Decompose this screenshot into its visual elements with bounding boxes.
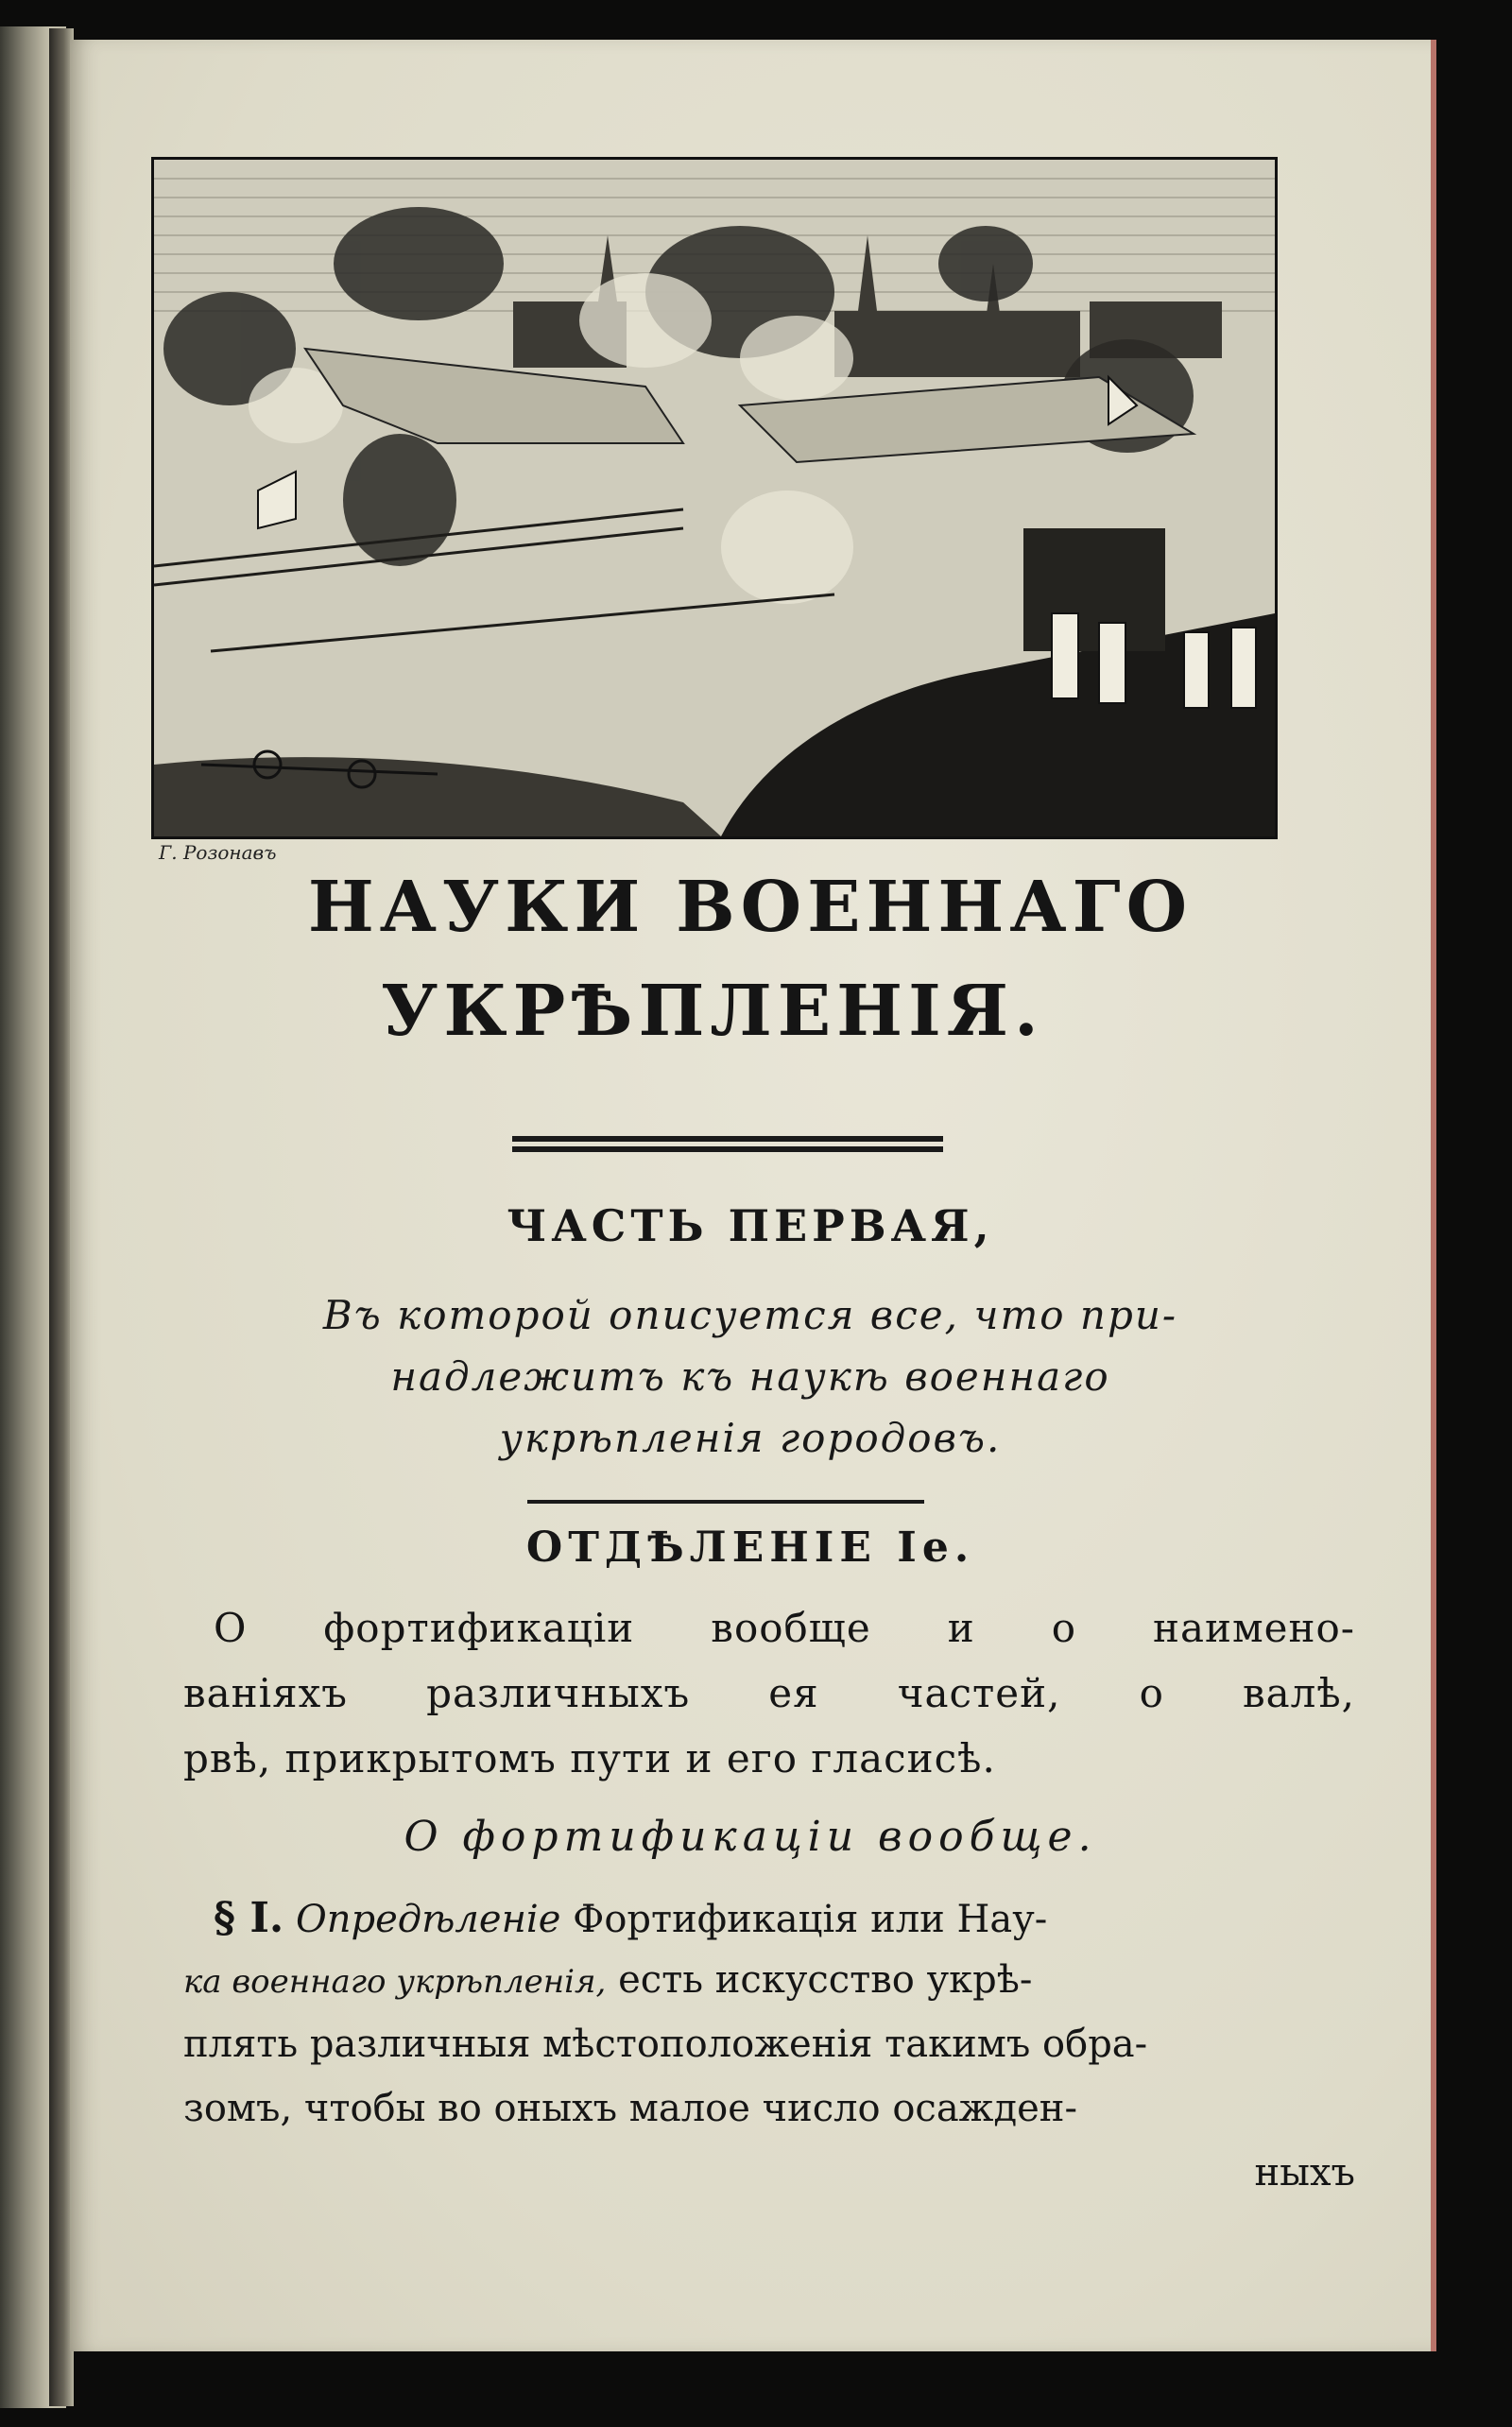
section-heading: ОТДѢЛЕНІЕ Iе. [525,1523,975,1572]
paragraph-line-3: плять различныя мѣстоположенія такимъ обра- [183,2022,1148,2066]
part-heading: ЧАСТЬ ПЕРВАЯ, [507,1200,994,1251]
paragraph-line-1 [214,1894,1355,1942]
paragraph-line-2-italic: ка военнаго укрѣпленія, [183,1963,607,2001]
paragraph-line-2-rest: есть искусство укрѣ- [618,1958,1033,2002]
paragraph-line-2 [183,1958,1355,2002]
section-mark: § I. [214,1894,284,1942]
part-subtitle-line-3: укрѣпленія городовъ. [499,1415,1002,1461]
paragraph-line-1-rest: Фортификація или Нау- [573,1898,1048,1941]
section-summary-line-1: О фортификаціи вообще и о наимено- [214,1605,1355,1651]
part-subtitle-line-1: Въ которой описуется все, что при- [322,1292,1178,1338]
catchword: ныхъ [1254,2151,1355,2195]
title-line-1: НАУКИ ВОЕННАГО [307,867,1194,948]
section-summary-line-2: ваніяхъ различныхъ ея частей, о валѣ, [183,1670,1355,1716]
siege-engraving [151,157,1278,839]
paragraph-line-4: зомъ, чтобы во оныхъ малое число осажден- [183,2087,1077,2130]
book-page [70,40,1436,2351]
engraving-art [154,160,1275,836]
section-subheading: О фортификаціи вообще. [404,1813,1097,1861]
definition-term: Опредѣленіе [295,1898,561,1941]
section-summary-line-3: рвѣ, прикрытомъ пути и его гласисѣ. [183,1735,996,1782]
title-line-2: УКРѢПЛЕНІЯ. [381,971,1044,1052]
double-rule-divider [512,1136,943,1155]
single-rule-divider [527,1500,924,1504]
part-subtitle-line-2: надлежитъ къ наукѣ военнаго [390,1353,1110,1400]
engraver-credit: Г. Розонавъ [159,841,277,864]
